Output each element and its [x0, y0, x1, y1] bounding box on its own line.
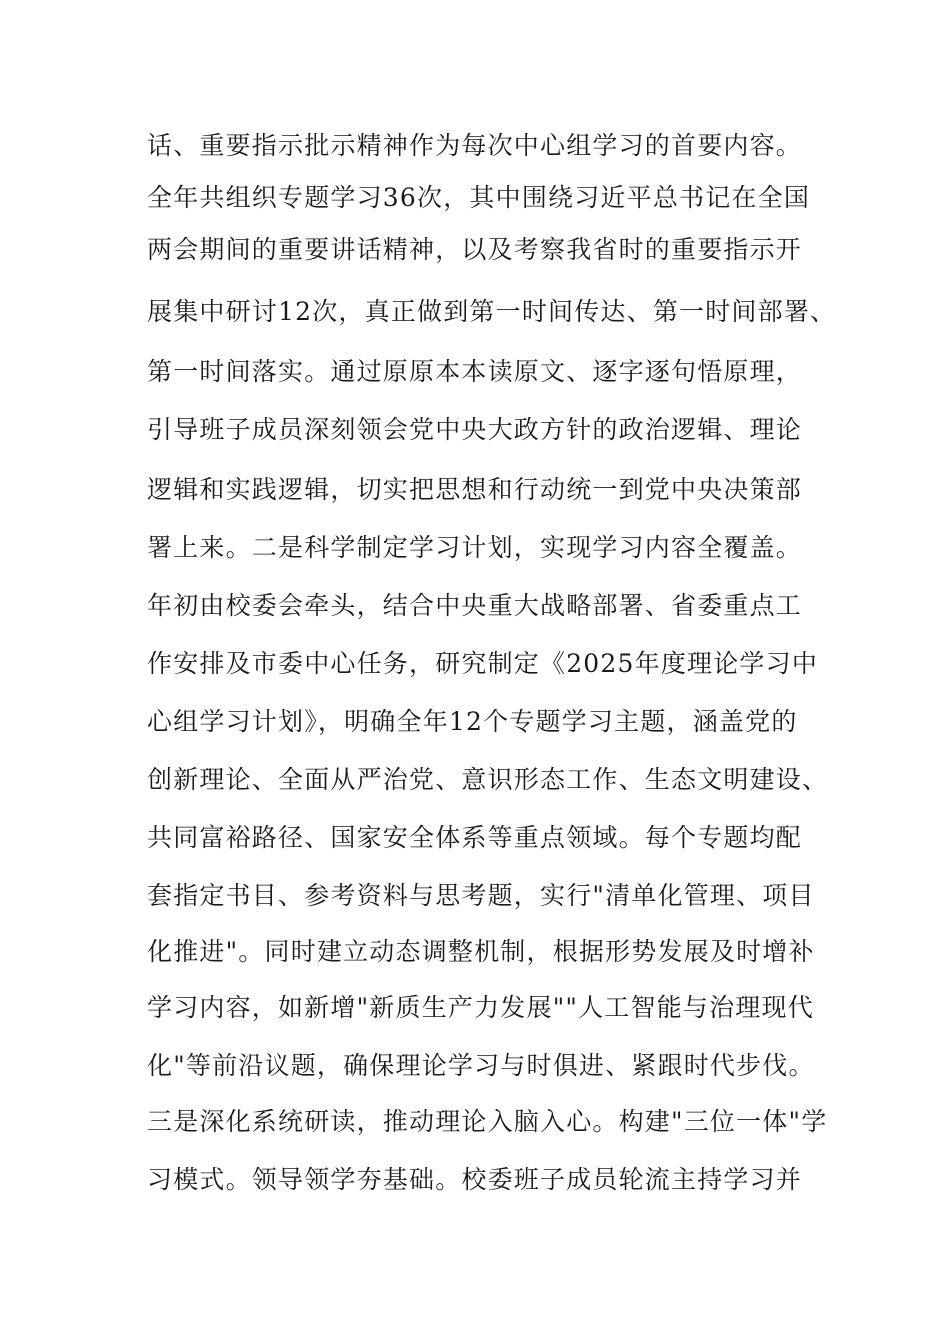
text-line: 全年共组织专题学习36次，其中围绕习近平总书记在全国 — [147, 183, 811, 212]
text-line: 年初由校委会牵头，结合中央重大战略部署、省委重点工 — [147, 591, 803, 620]
text-line: 化"等前沿议题，确保理论学习与时俱进、紧跟时代步伐。 — [147, 1051, 815, 1080]
text-line: 三是深化系统研读，推动理论入脑入心。构建"三位一体"学 — [147, 1107, 828, 1136]
text-line: 第一时间落实。通过原原本本读原文、逐字逐句悟原理， — [147, 357, 803, 386]
text-line: 展集中研讨12次，真正做到第一时间传达、第一时间部署、 — [147, 297, 837, 326]
text-line: 署上来。二是科学制定学习计划，实现学习内容全覆盖。 — [147, 533, 803, 562]
text-line: 共同富裕路径、国家安全体系等重点领域。每个专题均配 — [147, 823, 803, 852]
text-line: 逻辑和实践逻辑，切实把思想和行动统一到党中央决策部 — [147, 475, 803, 504]
text-line: 套指定书目、参考资料与思考题，实行"清单化管理、项目 — [147, 881, 815, 910]
text-line: 化推进"。同时建立动态调整机制，根据形势发展及时增补 — [147, 937, 815, 966]
text-line: 创新理论、全面从严治党、意识形态工作、生态文明建设、 — [147, 765, 829, 794]
text-line: 话、重要指示批示精神作为每次中心组学习的首要内容。 — [147, 131, 803, 160]
text-line: 学习内容，如新增"新质生产力发展""人工智能与治理现代 — [147, 993, 814, 1022]
text-line: 作安排及市委中心任务，研究制定《2025年度理论学习中 — [147, 649, 819, 678]
text-line: 两会期间的重要讲话精神，以及考察我省时的重要指示开 — [147, 235, 803, 264]
text-line: 习模式。领导领学夯基础。校委班子成员轮流主持学习并 — [147, 1165, 803, 1194]
text-line: 引导班子成员深刻领会党中央大政方针的政治逻辑、理论 — [147, 415, 803, 444]
text-line: 心组学习计划》，明确全年12个专题学习主题，涵盖党的 — [147, 707, 798, 736]
